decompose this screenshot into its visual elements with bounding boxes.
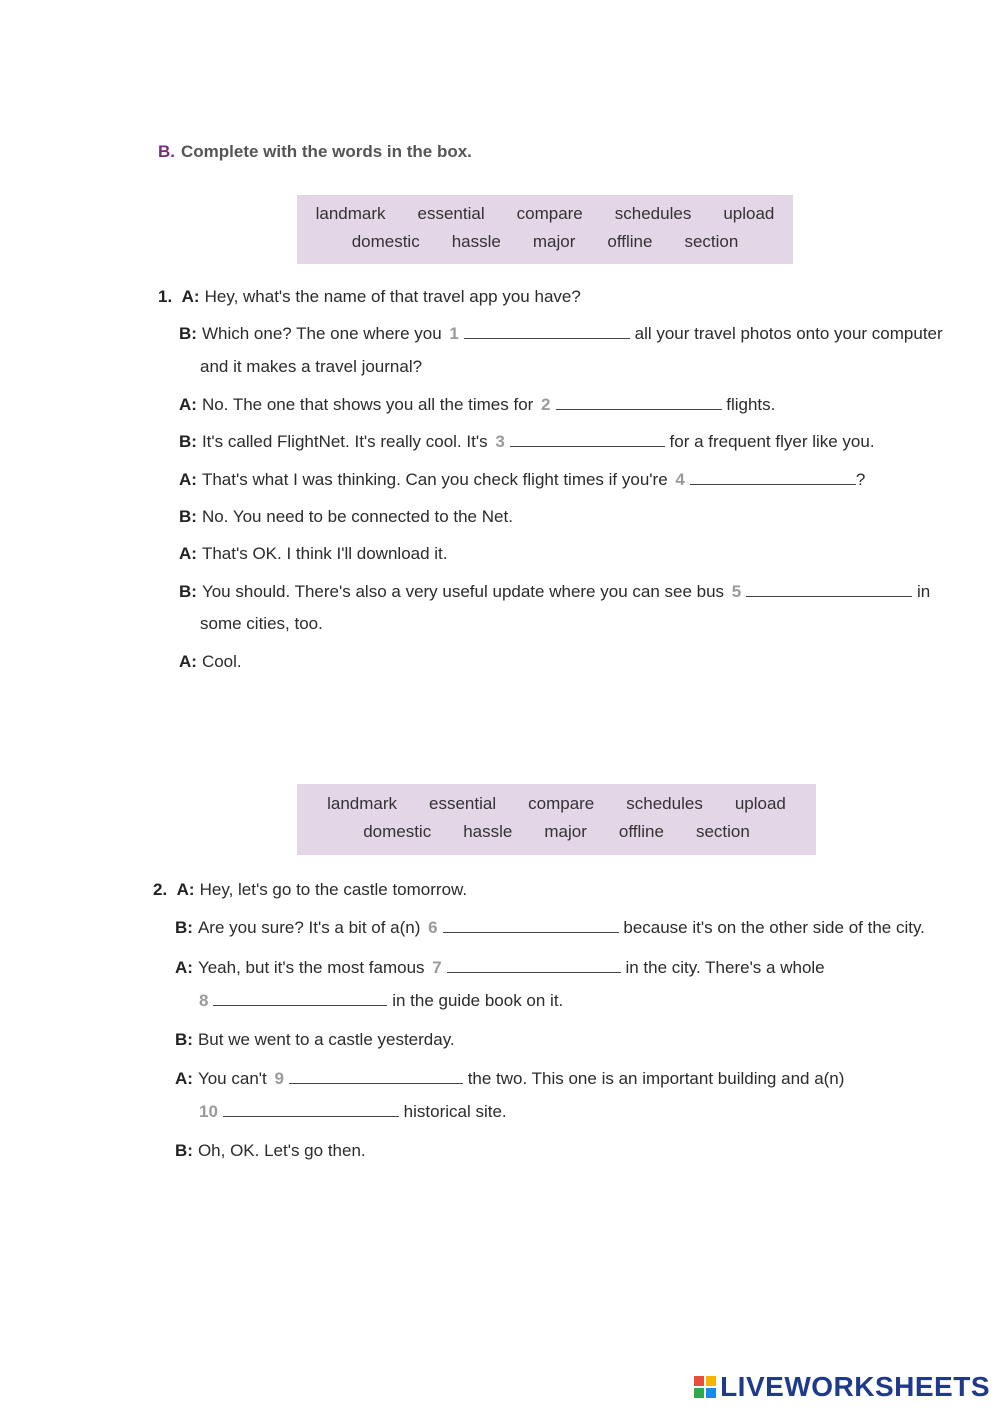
line-text: That's what I was thinking. Can you check flight times if you're [201,470,668,489]
gap-number: 7 [432,958,442,977]
word-item: compare [528,794,595,813]
dialog-1-line-6 [179,507,513,527]
word-item: offline [618,822,664,841]
word-item: domestic [351,232,420,251]
exercise-letter: B. [158,142,175,161]
dialog-number: 2. [153,880,168,899]
speaker: B: [175,1141,193,1160]
dialog-1-line-9 [179,652,242,672]
answer-blank[interactable] [223,1102,399,1117]
logo-icon [694,1376,716,1398]
word-item: hassle [463,822,513,841]
logo-square [706,1376,716,1386]
line-text: That's OK. I think I'll download it. [201,544,448,563]
line-text: all your travel photos onto your computer [634,324,943,343]
line-text: historical site. [403,1102,507,1121]
line-text: Yeah, but it's the most famous [197,958,425,977]
gap-number: 8 [199,991,209,1010]
dialog-1-line-1 [158,287,581,307]
line-text: for a frequent flyer like you. [669,432,875,451]
gap-number: 5 [731,582,742,601]
line-text: flights. [726,395,776,414]
answer-blank[interactable] [556,395,722,410]
gap-number: 4 [675,470,685,489]
speaker: A: [181,287,200,306]
line-text: in [916,582,931,601]
word-item: section [684,232,739,251]
line-text: You should. There's also a very useful update where you can see bus [201,582,725,601]
liveworksheets-logo [694,1371,990,1403]
dialog-2-line-3-cont [196,991,563,1011]
dialog-1-line-8-cont: some cities, too. [200,614,323,633]
exercise-instruction: Complete with the words in the box. [181,142,472,161]
word-item: essential [429,794,497,813]
word-item: major [532,232,576,251]
dialog-1-line-5 [179,470,865,490]
answer-blank[interactable] [464,324,630,339]
answer-blank[interactable] [447,958,621,973]
speaker: A: [179,470,197,489]
answer-blank[interactable] [510,432,665,447]
line-text: No. You need to be connected to the Net. [201,507,513,526]
word-item: domestic [363,822,432,841]
word-box-2 [297,784,816,855]
line-text: Hey, let's go to the castle tomorrow. [199,880,468,899]
answer-blank[interactable] [690,470,856,485]
dialog-1-line-7 [179,544,448,564]
line-text: in the guide book on it. [392,991,564,1010]
word-box-row [297,794,816,814]
dialog-2-line-4 [175,1030,455,1050]
answer-blank[interactable] [213,991,387,1006]
dialog-number: 1. [158,287,173,306]
dialog-2-line-3 [175,958,825,978]
speaker: A: [175,1069,193,1088]
line-text: Cool. [201,652,242,671]
logo-square [694,1388,704,1398]
line-text: Oh, OK. Let's go then. [197,1141,366,1160]
answer-blank[interactable] [746,582,912,597]
speaker: A: [176,880,195,899]
line-text: because it's on the other side of the city. [623,918,925,937]
line-text: ? [855,470,866,489]
logo-text: LIVEWORKSHEETS [720,1371,990,1402]
word-item: section [695,822,750,841]
dialog-2-line-2 [175,918,925,938]
word-item: essential [417,204,485,223]
dialog-2-line-6 [175,1141,366,1161]
speaker: A: [179,544,197,563]
logo-square [694,1376,704,1386]
word-item: hassle [451,232,501,251]
word-item: upload [723,204,775,223]
speaker: B: [179,324,197,343]
word-item: landmark [327,794,398,813]
word-item: compare [516,204,583,223]
gap-number: 6 [428,918,438,937]
dialog-2-line-1 [153,880,467,900]
word-box-row [297,204,793,224]
word-box-1 [297,195,793,264]
word-item: upload [734,794,786,813]
line-text: You can't [197,1069,267,1088]
word-item: schedules [626,794,703,813]
line-text: No. The one that shows you all the times for [201,395,534,414]
dialog-1-line-4 [179,432,875,452]
line-text: in the city. There's a whole [625,958,825,977]
dialog-2-line-5-cont [196,1102,507,1122]
logo-square [706,1388,716,1398]
line-text: the two. This one is an important building and a(n) [467,1069,845,1088]
dialog-1-line-2 [179,324,943,344]
speaker: B: [175,1030,193,1049]
speaker: A: [179,395,197,414]
line-text: Hey, what's the name of that travel app you have? [204,287,581,306]
exercise-heading [158,142,472,162]
word-item: offline [607,232,653,251]
answer-blank[interactable] [289,1069,463,1084]
speaker: A: [175,958,193,977]
word-item: landmark [315,204,386,223]
gap-number: 10 [199,1102,218,1121]
speaker: B: [175,918,193,937]
word-item: major [544,822,587,841]
dialog-2-line-5 [175,1069,844,1089]
gap-number: 2 [541,395,551,414]
gap-number: 1 [449,324,459,343]
line-text: Which one? The one where you [201,324,442,343]
gap-number: 3 [495,432,505,451]
speaker: A: [179,652,197,671]
gap-number: 9 [274,1069,284,1088]
word-item: schedules [614,204,692,223]
answer-blank[interactable] [443,918,619,933]
speaker: B: [179,507,197,526]
word-box-row [297,822,816,842]
line-text: It's called FlightNet. It's really cool. It's [201,432,488,451]
word-box-row [297,232,793,252]
line-text: Are you sure? It's a bit of a(n) [197,918,421,937]
dialog-1-line-2-cont: and it makes a travel journal? [200,357,423,376]
speaker: B: [179,582,197,601]
dialog-1-line-8 [179,582,930,602]
dialog-1-line-3 [179,395,775,415]
speaker: B: [179,432,197,451]
line-text: But we went to a castle yesterday. [197,1030,455,1049]
